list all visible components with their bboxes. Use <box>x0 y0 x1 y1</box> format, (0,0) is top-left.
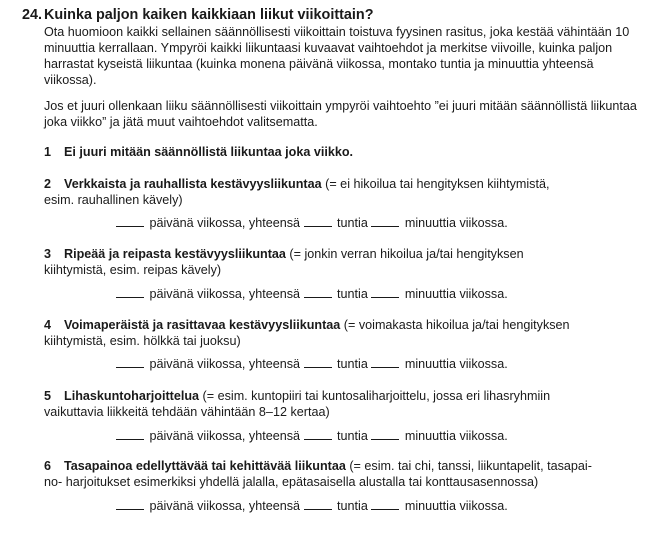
hours-blank[interactable] <box>304 355 332 368</box>
option-description: (= jonkin verran hikoilua ja/tai hengityksen <box>285 247 524 261</box>
hours-blank[interactable] <box>304 214 332 227</box>
days-label: päivänä viikossa, yhteensä <box>149 287 301 301</box>
option-number[interactable]: 5 <box>44 389 52 403</box>
instructions-paragraph-2: Jos et juuri ollenkaan liiku säännöllisesti viikoittain ympyröi vaihtoehto ”ei juuri mitään säännöllistä liikuntaa joka viikko” ja jätä muut vaihtoehdot valitsematta. <box>44 99 637 129</box>
minutes-label: minuuttia viikossa. <box>404 216 508 230</box>
days-label: päivänä viikossa, yhteensä <box>149 357 301 371</box>
days-label: päivänä viikossa, yhteensä <box>149 499 301 513</box>
option-description-cont: esim. rauhallinen kävely) <box>44 193 183 207</box>
instructions-paragraph-1: Ota huomioon kaikki sellainen säännöllisesti viikoittain toistuva fyysinen rasitus, joka kestää vähintään 10 minuuttia kerrallaan. Ympyröi kaikki liikuntaasi kuvaavat vaihtoehdot ja merkitse viivoille, kuinka paljon harrastat kyseistä liikuntaa (kuinka monena päivänä viikossa, montako tuntia ja minuuttia yhteensä viikossa). <box>44 25 630 87</box>
minutes-blank[interactable] <box>371 355 399 368</box>
option-6-fill-row <box>116 497 508 514</box>
days-label: päivänä viikossa, yhteensä <box>149 216 301 230</box>
minutes-blank[interactable] <box>371 214 399 227</box>
days-blank[interactable] <box>116 285 144 298</box>
minutes-label: minuuttia viikossa. <box>404 287 508 301</box>
minutes-blank[interactable] <box>371 285 399 298</box>
option-number[interactable]: 4 <box>44 318 52 332</box>
minutes-blank[interactable] <box>371 497 399 510</box>
days-blank[interactable] <box>116 497 144 510</box>
option-description: (= esim. tai chi, tanssi, liikuntapelit, tasapai- <box>345 459 592 473</box>
option-number[interactable]: 1 <box>44 145 52 159</box>
option-6[interactable] <box>44 458 634 490</box>
option-1[interactable] <box>44 144 634 160</box>
option-description-cont: kiihtymistä, esim. reipas kävely) <box>44 263 222 277</box>
option-description: (= ei hikoilua tai hengityksen kiihtymistä, <box>321 177 550 191</box>
option-number[interactable]: 2 <box>44 177 52 191</box>
option-5-fill-row <box>116 427 508 444</box>
question-title-text: Kuinka paljon kaiken kaikkiaan liikut viikoittain? <box>44 7 374 23</box>
days-blank[interactable] <box>116 355 144 368</box>
option-label: Tasapainoa edellyttävää tai kehittävää liikuntaa <box>64 459 346 473</box>
option-2[interactable] <box>44 176 634 208</box>
minutes-label: minuuttia viikossa. <box>404 357 508 371</box>
option-label: Verkkaista ja rauhallista kestävyysliikuntaa <box>64 177 322 191</box>
option-3-fill-row <box>116 285 508 302</box>
option-description: (= voimakasta hikoilua ja/tai hengityksen <box>340 318 570 332</box>
option-description: (= esim. kuntopiiri tai kuntosaliharjoittelu, jossa eri lihasryhmiin <box>199 389 551 403</box>
hours-label: tuntia <box>337 357 368 371</box>
option-label: Ei juuri mitään säännöllistä liikuntaa joka viikko. <box>64 145 354 159</box>
option-number[interactable]: 6 <box>44 459 52 473</box>
option-number[interactable]: 3 <box>44 247 52 261</box>
hours-label: tuntia <box>337 287 368 301</box>
days-label: päivänä viikossa, yhteensä <box>149 429 301 443</box>
option-4[interactable] <box>44 317 634 349</box>
option-description-cont: vaikuttavia liikkeitä tehdään vähintään 8–12 kertaa) <box>44 405 330 419</box>
question-number: 24. <box>22 7 43 23</box>
hours-label: tuntia <box>337 499 368 513</box>
hours-label: tuntia <box>337 216 368 230</box>
option-5[interactable] <box>44 388 634 420</box>
minutes-label: minuuttia viikossa. <box>404 499 508 513</box>
option-4-fill-row <box>116 355 508 372</box>
option-2-fill-row <box>116 214 508 231</box>
question-title <box>22 6 374 24</box>
option-3[interactable] <box>44 246 634 278</box>
hours-label: tuntia <box>337 429 368 443</box>
option-label: Lihaskuntoharjoittelua <box>64 389 200 403</box>
minutes-blank[interactable] <box>371 427 399 440</box>
days-blank[interactable] <box>116 427 144 440</box>
option-label: Ripeää ja reipasta kestävyysliikuntaa <box>64 247 286 261</box>
minutes-label: minuuttia viikossa. <box>404 429 508 443</box>
days-blank[interactable] <box>116 214 144 227</box>
option-description-cont: no- harjoitukset esimerkiksi yhdellä jalalla, epätasaisella alustalla tai konttausasennossa) <box>44 475 539 489</box>
hours-blank[interactable] <box>304 497 332 510</box>
question-instructions <box>44 24 644 140</box>
hours-blank[interactable] <box>304 427 332 440</box>
option-label: Voimaperäistä ja rasittavaa kestävyysliikuntaa <box>64 318 341 332</box>
hours-blank[interactable] <box>304 285 332 298</box>
option-description-cont: kiihtymistä, esim. hölkkä tai juoksu) <box>44 334 241 348</box>
